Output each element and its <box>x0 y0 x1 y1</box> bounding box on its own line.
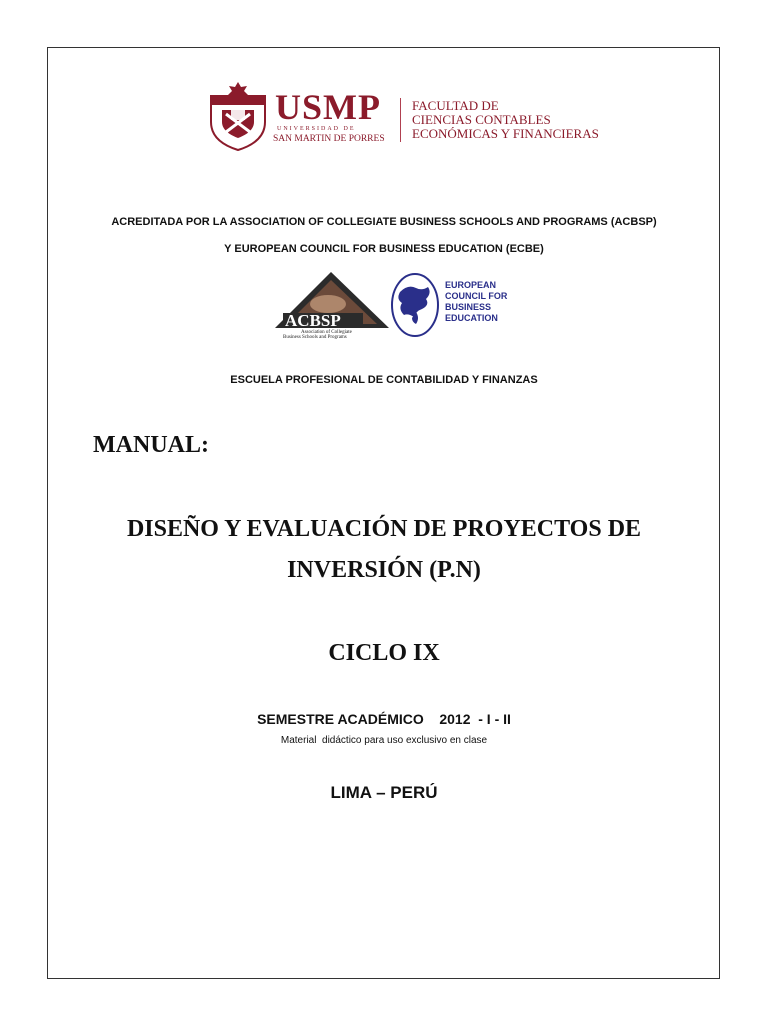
acbsp-triangle-icon <box>273 270 393 340</box>
acbsp-sub1: Association of Collegiate <box>301 330 352 335</box>
location: LIMA – PERÚ <box>330 783 438 802</box>
semester: SEMESTRE ACADÉMICO 2012 - I - II <box>257 711 511 727</box>
school-name: ESCUELA PROFESIONAL DE CONTABILIDAD Y FINANZAS <box>230 374 538 386</box>
title-line1: DISEÑO Y EVALUACIÓN DE PROYECTOS DE <box>126 516 642 542</box>
ecbe-line3: BUSINESS <box>445 302 492 312</box>
faculty-line2: CIENCIAS CONTABLES <box>412 112 551 127</box>
accreditation-line1: ACREDITADA POR LA ASSOCIATION OF COLLEGIATE BUSINESS SCHOOLS AND PROGRAMS (ACBSP) <box>111 216 657 228</box>
usmp-wordmark: USMP <box>275 87 381 127</box>
university-line2: SAN MARTIN DE PORRES <box>273 134 385 144</box>
faculty-line3: ECONÓMICAS Y FINANCIERAS <box>412 126 599 141</box>
europe-globe-icon <box>390 272 440 338</box>
ecbe-text <box>445 280 507 324</box>
university-line1: UNIVERSIDAD DE <box>277 126 356 132</box>
page-border <box>47 47 720 979</box>
ecbe-logo <box>390 272 510 338</box>
acbsp-sub2: Business Schools and Programs <box>283 335 347 340</box>
material-note: Material didáctico para uso exclusivo en clase <box>280 735 488 746</box>
faculty-line1: FACULTAD DE <box>412 98 499 113</box>
acbsp-logo <box>273 270 393 340</box>
cycle: CICLO IX <box>328 640 440 666</box>
ecbe-line2: COUNCIL FOR <box>445 291 508 301</box>
ecbe-line4: EDUCATION <box>445 313 498 323</box>
usmp-seal-icon <box>207 80 269 152</box>
usmp-logo <box>207 80 607 152</box>
faculty-name <box>412 99 599 141</box>
accreditation-line2: Y EUROPEAN COUNCIL FOR BUSINESS EDUCATION (ECBE) <box>224 243 544 255</box>
header-divider <box>400 98 401 142</box>
manual-label: MANUAL: <box>93 432 209 458</box>
ecbe-line1: EUROPEAN <box>445 280 497 290</box>
acbsp-name: ACBSP <box>285 311 341 330</box>
title-line2: INVERSIÓN (P.N) <box>287 557 481 583</box>
